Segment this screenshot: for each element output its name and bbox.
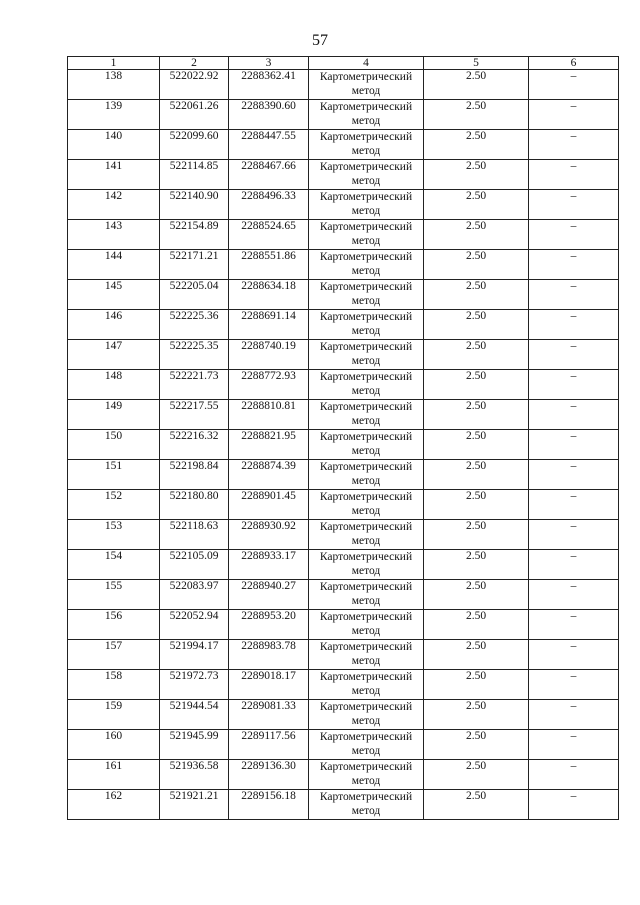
x-coordinate-cell: 522225.36 (160, 310, 229, 340)
point-number-cell: 145 (68, 280, 160, 310)
note-cell: – (529, 130, 619, 160)
point-number-cell: 151 (68, 460, 160, 490)
x-coordinate-cell: 522225.35 (160, 340, 229, 370)
table-row (68, 700, 619, 730)
accuracy-cell: 2.50 (424, 490, 529, 520)
accuracy-cell: 2.50 (424, 670, 529, 700)
y-coordinate-cell: 2289156.18 (229, 790, 309, 820)
table-row (68, 790, 619, 820)
column-header-2: 2 (160, 57, 229, 70)
method-cell: Картометрический метод (309, 310, 424, 340)
note-cell: – (529, 190, 619, 220)
point-number-cell: 138 (68, 70, 160, 100)
x-coordinate-cell: 522216.32 (160, 430, 229, 460)
method-cell: Картометрический метод (309, 700, 424, 730)
point-number-cell: 143 (68, 220, 160, 250)
note-cell: – (529, 760, 619, 790)
table-row (68, 730, 619, 760)
x-coordinate-cell: 522171.21 (160, 250, 229, 280)
point-number-cell: 148 (68, 370, 160, 400)
table-row (68, 370, 619, 400)
table-row (68, 670, 619, 700)
accuracy-cell: 2.50 (424, 700, 529, 730)
point-number-cell: 154 (68, 550, 160, 580)
note-cell: – (529, 580, 619, 610)
table-row (68, 250, 619, 280)
accuracy-cell: 2.50 (424, 640, 529, 670)
note-cell: – (529, 310, 619, 340)
note-cell: – (529, 490, 619, 520)
point-number-cell: 155 (68, 580, 160, 610)
x-coordinate-cell: 521945.99 (160, 730, 229, 760)
note-cell: – (529, 460, 619, 490)
note-cell: – (529, 790, 619, 820)
note-cell: – (529, 700, 619, 730)
x-coordinate-cell: 521994.17 (160, 640, 229, 670)
accuracy-cell: 2.50 (424, 70, 529, 100)
method-cell: Картометрический метод (309, 610, 424, 640)
table-row (68, 520, 619, 550)
x-coordinate-cell: 521944.54 (160, 700, 229, 730)
x-coordinate-cell: 521921.21 (160, 790, 229, 820)
y-coordinate-cell: 2288634.18 (229, 280, 309, 310)
y-coordinate-cell: 2288933.17 (229, 550, 309, 580)
table-row (68, 130, 619, 160)
method-cell: Картометрический метод (309, 730, 424, 760)
table-row (68, 190, 619, 220)
table-row (68, 430, 619, 460)
y-coordinate-cell: 2288983.78 (229, 640, 309, 670)
x-coordinate-cell: 522061.26 (160, 100, 229, 130)
accuracy-cell: 2.50 (424, 370, 529, 400)
table-row (68, 460, 619, 490)
table-row (68, 160, 619, 190)
table-row (68, 310, 619, 340)
y-coordinate-cell: 2288940.27 (229, 580, 309, 610)
note-cell: – (529, 610, 619, 640)
x-coordinate-cell: 522217.55 (160, 400, 229, 430)
point-number-cell: 150 (68, 430, 160, 460)
x-coordinate-cell: 522083.97 (160, 580, 229, 610)
method-cell: Картометрический метод (309, 460, 424, 490)
method-cell: Картометрический метод (309, 790, 424, 820)
accuracy-cell: 2.50 (424, 430, 529, 460)
y-coordinate-cell: 2288362.41 (229, 70, 309, 100)
method-cell: Картометрический метод (309, 250, 424, 280)
x-coordinate-cell: 522118.63 (160, 520, 229, 550)
x-coordinate-cell: 522099.60 (160, 130, 229, 160)
accuracy-cell: 2.50 (424, 250, 529, 280)
point-number-cell: 161 (68, 760, 160, 790)
point-number-cell: 162 (68, 790, 160, 820)
x-coordinate-cell: 522052.94 (160, 610, 229, 640)
note-cell: – (529, 250, 619, 280)
y-coordinate-cell: 2289081.33 (229, 700, 309, 730)
accuracy-cell: 2.50 (424, 220, 529, 250)
x-coordinate-cell: 522205.04 (160, 280, 229, 310)
x-coordinate-cell: 522105.09 (160, 550, 229, 580)
point-number-cell: 140 (68, 130, 160, 160)
method-cell: Картометрический метод (309, 760, 424, 790)
header-row (68, 57, 619, 70)
y-coordinate-cell: 2288810.81 (229, 400, 309, 430)
method-cell: Картометрический метод (309, 580, 424, 610)
note-cell: – (529, 730, 619, 760)
note-cell: – (529, 340, 619, 370)
accuracy-cell: 2.50 (424, 550, 529, 580)
method-cell: Картометрический метод (309, 100, 424, 130)
note-cell: – (529, 280, 619, 310)
column-header-6: 6 (529, 57, 619, 70)
accuracy-cell: 2.50 (424, 790, 529, 820)
x-coordinate-cell: 522140.90 (160, 190, 229, 220)
method-cell: Картометрический метод (309, 220, 424, 250)
table-row (68, 490, 619, 520)
y-coordinate-cell: 2288874.39 (229, 460, 309, 490)
table-body (68, 70, 619, 820)
accuracy-cell: 2.50 (424, 610, 529, 640)
note-cell: – (529, 550, 619, 580)
y-coordinate-cell: 2288953.20 (229, 610, 309, 640)
x-coordinate-cell: 522114.85 (160, 160, 229, 190)
y-coordinate-cell: 2288772.93 (229, 370, 309, 400)
table-row (68, 610, 619, 640)
table-row (68, 550, 619, 580)
accuracy-cell: 2.50 (424, 460, 529, 490)
note-cell: – (529, 640, 619, 670)
accuracy-cell: 2.50 (424, 520, 529, 550)
note-cell: – (529, 220, 619, 250)
accuracy-cell: 2.50 (424, 160, 529, 190)
method-cell: Картометрический метод (309, 280, 424, 310)
x-coordinate-cell: 522180.80 (160, 490, 229, 520)
y-coordinate-cell: 2288390.60 (229, 100, 309, 130)
x-coordinate-cell: 522022.92 (160, 70, 229, 100)
y-coordinate-cell: 2288524.65 (229, 220, 309, 250)
table-row (68, 280, 619, 310)
point-number-cell: 157 (68, 640, 160, 670)
y-coordinate-cell: 2289018.17 (229, 670, 309, 700)
point-number-cell: 139 (68, 100, 160, 130)
table-row (68, 760, 619, 790)
method-cell: Картометрический метод (309, 550, 424, 580)
point-number-cell: 149 (68, 400, 160, 430)
x-coordinate-cell: 521936.58 (160, 760, 229, 790)
y-coordinate-cell: 2288930.92 (229, 520, 309, 550)
note-cell: – (529, 430, 619, 460)
method-cell: Картометрический метод (309, 670, 424, 700)
method-cell: Картометрический метод (309, 640, 424, 670)
y-coordinate-cell: 2288901.45 (229, 490, 309, 520)
method-cell: Картометрический метод (309, 340, 424, 370)
point-number-cell: 142 (68, 190, 160, 220)
note-cell: – (529, 670, 619, 700)
table-row (68, 220, 619, 250)
point-number-cell: 158 (68, 670, 160, 700)
table-row (68, 100, 619, 130)
column-header-4: 4 (309, 57, 424, 70)
point-number-cell: 147 (68, 340, 160, 370)
x-coordinate-cell: 522154.89 (160, 220, 229, 250)
x-coordinate-cell: 521972.73 (160, 670, 229, 700)
note-cell: – (529, 400, 619, 430)
table-row (68, 340, 619, 370)
note-cell: – (529, 520, 619, 550)
table-row (68, 640, 619, 670)
accuracy-cell: 2.50 (424, 190, 529, 220)
note-cell: – (529, 370, 619, 400)
y-coordinate-cell: 2289117.56 (229, 730, 309, 760)
page-number: 57 (312, 32, 328, 49)
note-cell: – (529, 160, 619, 190)
accuracy-cell: 2.50 (424, 400, 529, 430)
accuracy-cell: 2.50 (424, 730, 529, 760)
point-number-cell: 144 (68, 250, 160, 280)
y-coordinate-cell: 2288691.14 (229, 310, 309, 340)
method-cell: Картометрический метод (309, 70, 424, 100)
y-coordinate-cell: 2289136.30 (229, 760, 309, 790)
column-header-1: 1 (68, 57, 160, 70)
table-header (68, 57, 619, 70)
accuracy-cell: 2.50 (424, 310, 529, 340)
method-cell: Картометрический метод (309, 520, 424, 550)
table-row (68, 580, 619, 610)
note-cell: – (529, 100, 619, 130)
y-coordinate-cell: 2288551.86 (229, 250, 309, 280)
coordinates-table (67, 56, 619, 820)
y-coordinate-cell: 2288447.55 (229, 130, 309, 160)
table-row (68, 70, 619, 100)
x-coordinate-cell: 522198.84 (160, 460, 229, 490)
accuracy-cell: 2.50 (424, 280, 529, 310)
accuracy-cell: 2.50 (424, 760, 529, 790)
column-header-5: 5 (424, 57, 529, 70)
accuracy-cell: 2.50 (424, 130, 529, 160)
x-coordinate-cell: 522221.73 (160, 370, 229, 400)
method-cell: Картометрический метод (309, 430, 424, 460)
point-number-cell: 156 (68, 610, 160, 640)
column-header-3: 3 (229, 57, 309, 70)
point-number-cell: 152 (68, 490, 160, 520)
table-row (68, 400, 619, 430)
method-cell: Картометрический метод (309, 490, 424, 520)
accuracy-cell: 2.50 (424, 580, 529, 610)
point-number-cell: 153 (68, 520, 160, 550)
y-coordinate-cell: 2288740.19 (229, 340, 309, 370)
method-cell: Картометрический метод (309, 370, 424, 400)
point-number-cell: 160 (68, 730, 160, 760)
point-number-cell: 141 (68, 160, 160, 190)
y-coordinate-cell: 2288496.33 (229, 190, 309, 220)
y-coordinate-cell: 2288467.66 (229, 160, 309, 190)
method-cell: Картометрический метод (309, 400, 424, 430)
point-number-cell: 146 (68, 310, 160, 340)
method-cell: Картометрический метод (309, 160, 424, 190)
accuracy-cell: 2.50 (424, 340, 529, 370)
method-cell: Картометрический метод (309, 130, 424, 160)
accuracy-cell: 2.50 (424, 100, 529, 130)
y-coordinate-cell: 2288821.95 (229, 430, 309, 460)
method-cell: Картометрический метод (309, 190, 424, 220)
note-cell: – (529, 70, 619, 100)
point-number-cell: 159 (68, 700, 160, 730)
